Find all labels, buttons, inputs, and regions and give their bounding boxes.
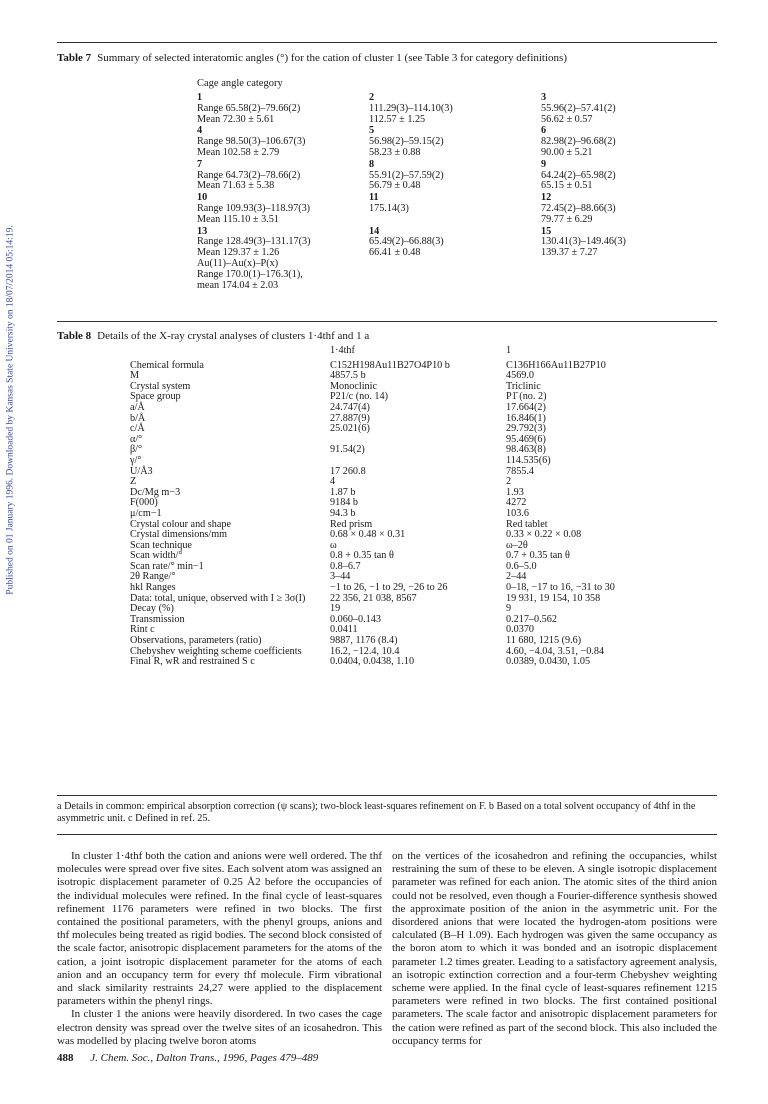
table8-col-header: 1·4thf bbox=[330, 345, 355, 356]
table8-parameter: Rint c bbox=[130, 624, 155, 636]
table8-value: Monoclinic bbox=[330, 380, 377, 392]
angle-category-cell bbox=[197, 227, 369, 293]
body-paragraph: on the vertices of the icosahedron and refining the occupancies, whilst restraining the sum of these to be eleven. A single isotropic displacement parameter was refined for each anion. The atomic sites of the third anion could not be resolved, even though a Fourier-difference synthesis showed the approximate position of the anion in the asymmetric unit. For the disordered anions that were located the hydrogen-atom positions were calculated (B–H 1.09). Each hydrogen was given the same occupancy as the boron atom to which it was bonded and an isotropic displacement parameter 1.2 times greater. Leading to a satisfactory agreement analysis, an isotropic extinction correction and a four-term Chebyshev weighting scheme were applied. In the final cycle of least-squares refinement 1215 parameters were refined in two blocks. The first contained positional parameters. The scale factor and anisotropic displacement parameters for the cation were refined as part of the second block. This also included the occupancy terms for bbox=[392, 850, 717, 1047]
category-number: 15 bbox=[541, 225, 552, 237]
table8-value: 27.887(9) bbox=[330, 412, 370, 424]
table8-value: 0.0370 bbox=[506, 624, 535, 636]
table8-parameter: Chemical formula bbox=[130, 359, 204, 371]
angle-mean: 79.77 ± 6.29 bbox=[541, 213, 593, 225]
table8-value: 19 931, 19 154, 10 358 bbox=[506, 592, 601, 604]
table8-value: 0.8 + 0.35 tan θ bbox=[330, 550, 394, 562]
table8-header-row bbox=[130, 346, 706, 357]
table8-parameter: Scan rate/° min−1 bbox=[130, 560, 204, 572]
table8-value: C152H198Au11B27O4P10 b bbox=[330, 359, 450, 371]
table8-body bbox=[130, 346, 706, 668]
angle-mean bbox=[369, 215, 541, 226]
angle-category-cell bbox=[541, 93, 667, 126]
table8-parameter: α/° bbox=[130, 433, 143, 445]
table7-category-header: Cage angle category bbox=[197, 78, 283, 89]
table8-row bbox=[130, 551, 706, 562]
table7-bottom-rule bbox=[57, 321, 717, 322]
table8-value: 0.0389, 0.0430, 1.05 bbox=[506, 656, 591, 668]
category-number: 12 bbox=[541, 192, 552, 204]
table8-row bbox=[130, 594, 706, 605]
body-column-right bbox=[392, 850, 717, 1048]
table8-mid-rule bbox=[57, 795, 717, 796]
download-notice bbox=[2, 150, 20, 670]
body-paragraph: In cluster 1·4thf both the cation and anions were well ordered. The thf molecules were spread over five sites. Each solvent atom was assigned an isotropic displacement parameter of 0.25 Å2 before the occupancies of the individual molecules were refined. In the final cycle of least-squares refinement 1176 parameters were refined in two blocks. The first contained the positional parameters, with the phenyl groups, anions and thf molecules being treated as rigid bodies. The second block consisted of the scale factor, anisotropic displacement parameters for the atoms of the cation, a joint isotropic displacement parameter for the atoms of each anion and an occupancy term for every thf molecule. Firm vibrational and slack similarity restraints 24,27 were applied to the displacement parameters within the phenyl rings. bbox=[57, 850, 383, 1008]
category-number: 2 bbox=[369, 92, 375, 103]
table8-parameter: U/Å3 bbox=[130, 465, 153, 477]
angle-category-cell bbox=[541, 227, 667, 293]
table8-value: 29.792(3) bbox=[506, 423, 546, 435]
category-number: 6 bbox=[541, 125, 547, 137]
table8-col-header: 1 bbox=[506, 345, 512, 356]
angle-category-cell bbox=[197, 193, 369, 226]
table8-value: 0.6–5.0 bbox=[506, 560, 537, 572]
category-number: 3 bbox=[541, 92, 547, 103]
table8-row bbox=[130, 477, 706, 488]
angle-mean: 90.00 ± 5.21 bbox=[541, 146, 593, 158]
angle-category-cell bbox=[541, 193, 667, 226]
angle-range: 65.49(2)–66.88(3) bbox=[369, 236, 444, 248]
table8-value: P21/c (no. 14) bbox=[330, 391, 389, 403]
table8-value: 1.93 bbox=[506, 486, 524, 498]
table8-row bbox=[130, 361, 706, 372]
table8-value: 2–44 bbox=[506, 571, 527, 583]
table8-row bbox=[130, 657, 706, 668]
angle-range: 72.45(2)–88.66(3) bbox=[541, 202, 616, 214]
angle-mean: 139.37 ± 7.27 bbox=[541, 247, 598, 259]
category-number: 10 bbox=[197, 192, 208, 204]
table8-value: 0.7 + 0.35 tan θ bbox=[506, 550, 570, 562]
table8-row bbox=[130, 445, 706, 456]
angle-mean: Mean 115.10 ± 3.51 bbox=[197, 213, 279, 225]
table8-parameter: Crystal colour and shape bbox=[130, 518, 231, 530]
table8-value: 95.469(6) bbox=[506, 433, 546, 445]
table8-row bbox=[130, 541, 706, 552]
table8-value: 114.535(6) bbox=[506, 454, 551, 466]
angle-range: 82.98(2)–96.68(2) bbox=[541, 136, 616, 148]
table8-value: 0.060–0.143 bbox=[330, 613, 381, 625]
table8-row bbox=[130, 488, 706, 499]
table8-parameter: Transmission bbox=[130, 613, 185, 625]
angle-category-cell bbox=[369, 160, 541, 193]
table8-parameter: 2θ Range/° bbox=[130, 571, 176, 583]
angle-range: 111.29(3)–114.10(3) bbox=[369, 102, 453, 114]
angle-category-cell bbox=[369, 126, 541, 159]
au-angle-line: Au(11)–Au(x)–P(x) bbox=[197, 257, 279, 269]
table8-value: 0.0411 bbox=[330, 624, 358, 636]
table8-value: P1̄ (no. 2) bbox=[506, 391, 547, 403]
table8-value: 22 356, 21 038, 8567 bbox=[330, 592, 417, 604]
table8-value: 4 bbox=[330, 476, 336, 488]
angle-mean: 66.41 ± 0.48 bbox=[369, 247, 421, 259]
table8-row bbox=[130, 392, 706, 403]
table8-value: 16.2, −12.4, 10.4 bbox=[330, 645, 400, 657]
table8-parameter: Observations, parameters (ratio) bbox=[130, 635, 262, 647]
table8-parameter: Final R, wR and restrained S c bbox=[130, 656, 255, 668]
table8-value: Red prism bbox=[330, 518, 373, 530]
angle-mean: 112.57 ± 1.25 bbox=[369, 113, 426, 125]
table8-row bbox=[130, 371, 706, 382]
table8-row bbox=[130, 498, 706, 509]
table8-value: 3–44 bbox=[330, 571, 351, 583]
table8-caption bbox=[57, 330, 369, 342]
table8-value: 103.6 bbox=[506, 507, 529, 519]
table8-parameter: b/Å bbox=[130, 412, 146, 424]
category-number: 7 bbox=[197, 158, 203, 170]
table8-value: 2 bbox=[506, 476, 512, 488]
table8-value: ω bbox=[330, 539, 337, 551]
table7-caption-text: Summary of selected interatomic angles (°) for the cation of cluster 1 (see Table 3 for category definitions) bbox=[97, 52, 567, 64]
table8-value: C136H166Au11B27P10 bbox=[506, 359, 606, 371]
journal-citation: J. Chem. Soc., Dalton Trans., 1996, Pages 479–489 bbox=[90, 1052, 319, 1064]
angle-range: 130.41(3)–149.46(3) bbox=[541, 236, 626, 248]
angle-range: Range 128.49(3)–131.17(3) bbox=[197, 236, 311, 248]
angle-range: Range 65.58(2)–79.66(2) bbox=[197, 102, 301, 114]
category-number: 1 bbox=[197, 92, 203, 103]
angle-mean: Mean 102.58 ± 2.79 bbox=[197, 146, 280, 158]
table8-parameter: Crystal system bbox=[130, 380, 191, 392]
table8-value: 91.54(2) bbox=[330, 444, 365, 456]
table8-row bbox=[130, 456, 706, 467]
category-number: 4 bbox=[197, 125, 203, 137]
table8-footnote: a Details in common: empirical absorption correction (ψ scans); two-block least-squares refinement on F. b Based on a total solvent occupancy of 4thf in the asymmetric unit. c Defined in ref. 25. bbox=[57, 801, 696, 824]
table8-value: 17.664(2) bbox=[506, 401, 546, 413]
angle-mean: 56.62 ± 0.57 bbox=[541, 113, 593, 125]
table8-value: 4569.0 bbox=[506, 370, 535, 382]
table8-value: 17 260.8 bbox=[330, 465, 366, 477]
table7-top-rule bbox=[57, 42, 717, 43]
table8-row bbox=[130, 414, 706, 425]
table8-value: 4857.5 b bbox=[330, 370, 366, 382]
au-angle-line: mean 174.04 ± 2.03 bbox=[197, 279, 279, 291]
table7-grid bbox=[197, 93, 667, 292]
table8-value: 9887, 1176 (8.4) bbox=[330, 635, 398, 647]
table8-value: 24.747(4) bbox=[330, 401, 370, 413]
angle-mean: 58.23 ± 0.88 bbox=[369, 146, 421, 158]
table8-value: 16.846(1) bbox=[506, 412, 546, 424]
table8-value: 25.021(6) bbox=[330, 423, 370, 435]
category-number: 5 bbox=[369, 125, 375, 137]
table8-value: 98.463(8) bbox=[506, 444, 546, 456]
table8-parameter: hkl Ranges bbox=[130, 582, 176, 594]
table8-parameter: Crystal dimensions/mm bbox=[130, 529, 228, 541]
table8-value: ω–2θ bbox=[506, 539, 528, 551]
table8-parameter: Decay (%) bbox=[130, 603, 174, 615]
angle-mean: Mean 72.30 ± 5.61 bbox=[197, 113, 275, 125]
table8-row bbox=[130, 382, 706, 393]
table8-value: 9 bbox=[506, 603, 512, 615]
table8-value: 94.3 b bbox=[330, 507, 356, 519]
angle-range: 64.24(2)–65.98(2) bbox=[541, 169, 616, 181]
table8-parameter: Space group bbox=[130, 391, 181, 403]
angle-range: 175.14(3) bbox=[369, 202, 409, 214]
table8-caption-text: Details of the X-ray crystal analyses of clusters 1·4thf and 1 a bbox=[97, 330, 370, 342]
table7-label: Table 7 bbox=[57, 52, 92, 64]
table8-row bbox=[130, 604, 706, 615]
angle-range: Range 98.50(3)–106.67(3) bbox=[197, 136, 306, 148]
table8-parameter: F(000) bbox=[130, 497, 158, 509]
table8-value: −1 to 26, −1 to 29, −26 to 26 bbox=[330, 582, 448, 594]
au-angle-line: Range 170.0(1)–176.3(1), bbox=[197, 268, 303, 280]
angle-category-cell bbox=[369, 227, 541, 293]
table8-value bbox=[330, 456, 506, 467]
category-number: 9 bbox=[541, 158, 547, 170]
angle-category-cell bbox=[541, 126, 667, 159]
table8-row bbox=[130, 467, 706, 478]
table8-parameter: μ/cm−1 bbox=[130, 507, 162, 519]
category-number: 8 bbox=[369, 158, 375, 170]
table8-row bbox=[130, 435, 706, 446]
table8-value: 0.217–0.562 bbox=[506, 613, 557, 625]
table8-value: 1.87 b bbox=[330, 486, 356, 498]
body-column-left bbox=[57, 850, 382, 1048]
table7-caption bbox=[57, 52, 567, 64]
category-number: 11 bbox=[369, 192, 379, 204]
download-notice-text: Published on 01 January 1996. Downloaded by Kansas State University on 18/07/2014 05:14:19. bbox=[6, 225, 17, 595]
table8-value: 9184 b bbox=[330, 497, 359, 509]
table8-value: 19 bbox=[330, 603, 341, 615]
body-paragraph: In cluster 1 the anions were heavily disordered. In two cases the cage electron density was spread over the twelve sites of an icosahedron. This was modelled by placing twelve boron atoms bbox=[57, 1008, 382, 1047]
table8-parameter: γ/° bbox=[130, 454, 142, 466]
angle-range: Range 109.93(3)–118.97(3) bbox=[197, 202, 311, 214]
angle-category-cell bbox=[369, 193, 541, 226]
angle-category-cell bbox=[369, 93, 541, 126]
table8-parameter: Data: total, unique, observed with I ≥ 3σ(I) bbox=[130, 592, 306, 604]
angle-range: 55.91(2)–57.59(2) bbox=[369, 169, 444, 181]
page-number: 488 bbox=[57, 1052, 74, 1064]
category-number: 13 bbox=[197, 225, 208, 237]
table8-value: Triclinic bbox=[506, 380, 541, 392]
table8-value: 0–18, −17 to 16, −31 to 30 bbox=[506, 582, 615, 594]
table8-value: 4.60, −4.04, 3.51, −0.84 bbox=[506, 645, 605, 657]
table8-parameter: Z bbox=[130, 476, 137, 488]
table8-value: 11 680, 1215 (9.6) bbox=[506, 635, 582, 647]
table8-row bbox=[130, 424, 706, 435]
angle-category-cell bbox=[197, 126, 369, 159]
table8-value: 0.33 × 0.22 × 0.08 bbox=[506, 529, 582, 541]
table8-row bbox=[130, 562, 706, 573]
table8-value: 0.0404, 0.0438, 1.10 bbox=[330, 656, 415, 668]
category-number: 14 bbox=[369, 225, 380, 237]
table8-parameter: Scan width/° bbox=[130, 550, 183, 562]
angle-range: Range 64.73(2)–78.66(2) bbox=[197, 169, 301, 181]
table8-value: Red tablet bbox=[506, 518, 548, 530]
angle-mean: Mean 71.63 ± 5.38 bbox=[197, 180, 275, 192]
table8-label: Table 8 bbox=[57, 330, 92, 342]
angle-mean: Mean 129.37 ± 1.26 bbox=[197, 247, 280, 259]
angle-category-cell bbox=[197, 160, 369, 193]
page-footer bbox=[57, 1052, 318, 1064]
table8-value: 0.68 × 0.48 × 0.31 bbox=[330, 529, 406, 541]
table8-parameter: Scan technique bbox=[130, 539, 192, 551]
table8-parameter: a/Å bbox=[130, 401, 145, 413]
angle-category-cell bbox=[541, 160, 667, 193]
angle-mean: 65.15 ± 0.51 bbox=[541, 180, 593, 192]
angle-range: 55.96(2)–57.41(2) bbox=[541, 102, 616, 114]
angle-range: 56.98(2)–59.15(2) bbox=[369, 136, 444, 148]
table8-row bbox=[130, 403, 706, 414]
table8-parameter: M bbox=[130, 370, 140, 382]
angle-mean: 56.79 ± 0.48 bbox=[369, 180, 421, 192]
table8-parameter: Chebyshev weighting scheme coefficients bbox=[130, 645, 302, 657]
table8-parameter: Dc/Mg m−3 bbox=[130, 486, 181, 498]
table8-row bbox=[130, 615, 706, 626]
table8-row bbox=[130, 530, 706, 541]
table8-bottom-rule bbox=[57, 834, 717, 835]
table8-row bbox=[130, 509, 706, 520]
angle-category-cell bbox=[197, 93, 369, 126]
table8-value: 4272 bbox=[506, 497, 527, 509]
table8-value: 7855.4 bbox=[506, 465, 535, 477]
table8-parameter: β/° bbox=[130, 444, 143, 456]
table8-value: 0.8–6.7 bbox=[330, 560, 361, 572]
table8-parameter: c/Å bbox=[130, 423, 145, 435]
